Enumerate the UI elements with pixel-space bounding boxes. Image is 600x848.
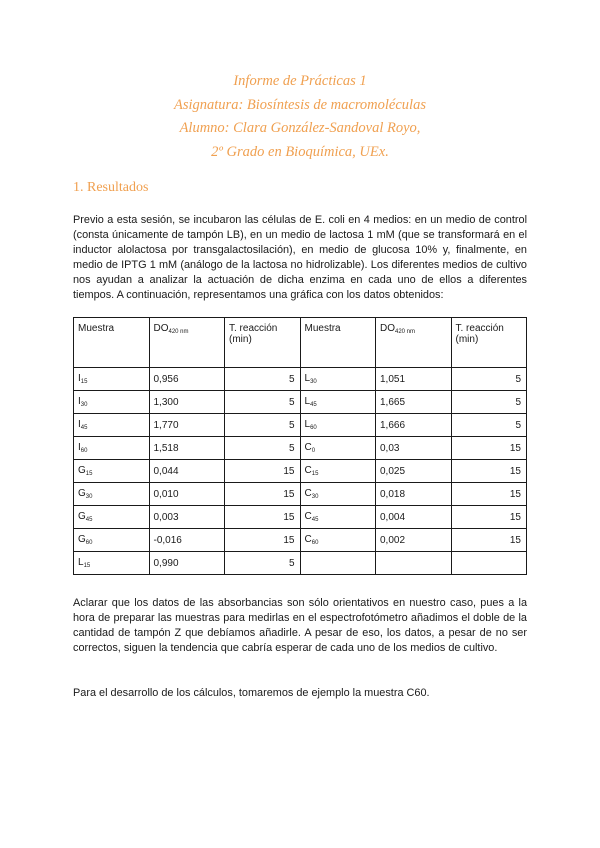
- sample-cell: [74, 483, 150, 506]
- header-sample: Muestra: [300, 318, 376, 368]
- sample-cell: [74, 437, 150, 460]
- sample-subscript: 45: [85, 517, 93, 523]
- header-time: T. reacción (min): [451, 318, 527, 368]
- time-cell: 5: [225, 391, 301, 414]
- sample-label: G: [78, 465, 86, 476]
- sample-cell: [300, 368, 376, 391]
- time-cell: 15: [225, 529, 301, 552]
- sample-label: I: [78, 396, 81, 407]
- sample-cell: [300, 414, 376, 437]
- do-cell: 0,003: [149, 506, 225, 529]
- table-row: [74, 414, 527, 437]
- table-row: [74, 391, 527, 414]
- section-title: 1. Resultados: [73, 180, 149, 195]
- header-time: T. reacción (min): [225, 318, 301, 368]
- sample-cell: [74, 391, 150, 414]
- header-do: $DO_{420 nm}$: [376, 318, 452, 368]
- time-cell: 15: [451, 529, 527, 552]
- table-row: [74, 460, 527, 483]
- calc-paragraph: Para el desarrollo de los cálculos, tomaremos de ejemplo la muestra C60.: [73, 687, 430, 699]
- sample-subscript: 15: [80, 379, 88, 385]
- sample-subscript: 60: [310, 425, 317, 431]
- sample-subscript: 45: [311, 517, 319, 523]
- time-cell: [451, 552, 527, 575]
- sample-subscript: 45: [80, 425, 88, 431]
- sample-cell: [74, 506, 150, 529]
- do-cell: 1,666: [376, 414, 452, 437]
- sample-cell: [300, 437, 376, 460]
- sample-subscript: 45: [310, 402, 317, 408]
- results-table: [73, 317, 527, 575]
- do-cell: 0,025: [376, 460, 452, 483]
- time-cell: 5: [225, 437, 301, 460]
- document-header: [0, 70, 600, 164]
- table-header-row: [74, 318, 527, 368]
- do-cell: 1,518: [149, 437, 225, 460]
- sample-subscript: 15: [83, 563, 91, 569]
- time-cell: 5: [451, 368, 527, 391]
- do-cell: 0,010: [149, 483, 225, 506]
- sample-label: C: [304, 534, 312, 545]
- do-cell: 0,004: [376, 506, 452, 529]
- time-cell: 5: [225, 552, 301, 575]
- time-cell: 15: [451, 437, 527, 460]
- header-degree: 2º Grado en Bioquímica, UEx.: [211, 143, 389, 160]
- do-cell: 0,990: [149, 552, 225, 575]
- sample-label: I: [78, 419, 81, 430]
- do-cell: 1,300: [149, 391, 225, 414]
- sample-cell: [300, 552, 376, 575]
- do-cell: -0,016: [149, 529, 225, 552]
- table-row: [74, 483, 527, 506]
- sample-label: C: [304, 442, 312, 453]
- do-cell: 0,044: [149, 460, 225, 483]
- sample-cell: [300, 391, 376, 414]
- sample-subscript: 30: [311, 494, 319, 500]
- sample-subscript: 30: [85, 494, 93, 500]
- sample-label: L: [304, 396, 311, 407]
- header-sample: Muestra: [74, 318, 150, 368]
- do-cell: 1,770: [149, 414, 225, 437]
- do-cell: 1,051: [376, 368, 452, 391]
- sample-label: I: [78, 442, 81, 453]
- do-cell: 0,002: [376, 529, 452, 552]
- sample-subscript: 15: [85, 471, 93, 477]
- time-cell: 15: [451, 506, 527, 529]
- do-cell: 0,956: [149, 368, 225, 391]
- time-cell: 5: [451, 414, 527, 437]
- table-row: [74, 529, 527, 552]
- sample-cell: [300, 529, 376, 552]
- time-cell: 15: [451, 460, 527, 483]
- sample-label: I: [78, 373, 81, 384]
- time-cell: 5: [225, 414, 301, 437]
- sample-label: G: [78, 534, 86, 545]
- sample-label: L: [304, 373, 311, 384]
- time-cell: 5: [451, 391, 527, 414]
- sample-label: L: [78, 557, 84, 568]
- header-do: $DO_{420 nm}$: [149, 318, 225, 368]
- sample-cell: [74, 552, 150, 575]
- time-cell: 5: [225, 368, 301, 391]
- sample-label: C: [304, 488, 312, 499]
- sample-cell: [300, 506, 376, 529]
- sample-subscript: 60: [85, 540, 93, 546]
- do-cell: 1,665: [376, 391, 452, 414]
- sample-subscript: 15: [311, 471, 319, 477]
- time-cell: 15: [225, 483, 301, 506]
- header-subject: Asignatura: Biosíntesis de macromoléculas: [174, 96, 426, 113]
- time-cell: 15: [451, 483, 527, 506]
- table-row: [74, 506, 527, 529]
- header-student: Alumno: Clara González-Sandoval Royo,: [179, 120, 421, 136]
- sample-subscript: 0: [311, 448, 316, 454]
- sample-cell: [74, 414, 150, 437]
- sample-subscript: 60: [311, 540, 319, 546]
- table-row: [74, 552, 527, 575]
- sample-cell: [300, 460, 376, 483]
- sample-label: G: [78, 488, 86, 499]
- sample-label: G: [78, 511, 86, 522]
- time-cell: 15: [225, 460, 301, 483]
- table-row: [74, 368, 527, 391]
- sample-label: L: [304, 419, 311, 430]
- intro-paragraph: Previo a esta sesión, se incubaron las células de E. coli en 4 medios: en un medio de control (consta únicamente de tampón LB), en un medio de lactosa 1 mM (que se transformará en el inductor alolactosa por transgalactosilación), en medio de glucosa 10% y, finalmente, en medio de IPTG 1 mM (análogo de la lactosa no hidrolizable). Los diferentes medios de cultivo nos ayudan a analizar la actuación de dicha enzima en cada uno de ellos a diferentes tiempos. A continuación, representamos una gráfica con los datos obtenidos:: [73, 214, 527, 301]
- sample-cell: [74, 529, 150, 552]
- sample-subscript: 30: [80, 402, 88, 408]
- do-cell: [376, 552, 452, 575]
- table-row: [74, 437, 527, 460]
- time-cell: 15: [225, 506, 301, 529]
- sample-cell: [300, 483, 376, 506]
- do-cell: 0,03: [376, 437, 452, 460]
- note-paragraph: Aclarar que los datos de las absorbancias son sólo orientativos en nuestro caso, pues a la hora de preparar las muestras para medirlas en el espectrofotómetro añadimos el doble de la cantidad de tampón Z que debíamos añadirle. A pesar de eso, los datos, a pesar de no ser correctos, siguen la tendencia que cabría esperar de cada uno de los medios de cultivo.: [73, 597, 527, 654]
- sample-subscript: 30: [310, 379, 317, 385]
- do-cell: 0,018: [376, 483, 452, 506]
- sample-label: C: [304, 511, 312, 522]
- sample-subscript: 60: [80, 448, 88, 454]
- sample-cell: [74, 368, 150, 391]
- header-title: Informe de Prácticas 1: [233, 73, 367, 89]
- sample-label: C: [304, 465, 312, 476]
- sample-cell: [74, 460, 150, 483]
